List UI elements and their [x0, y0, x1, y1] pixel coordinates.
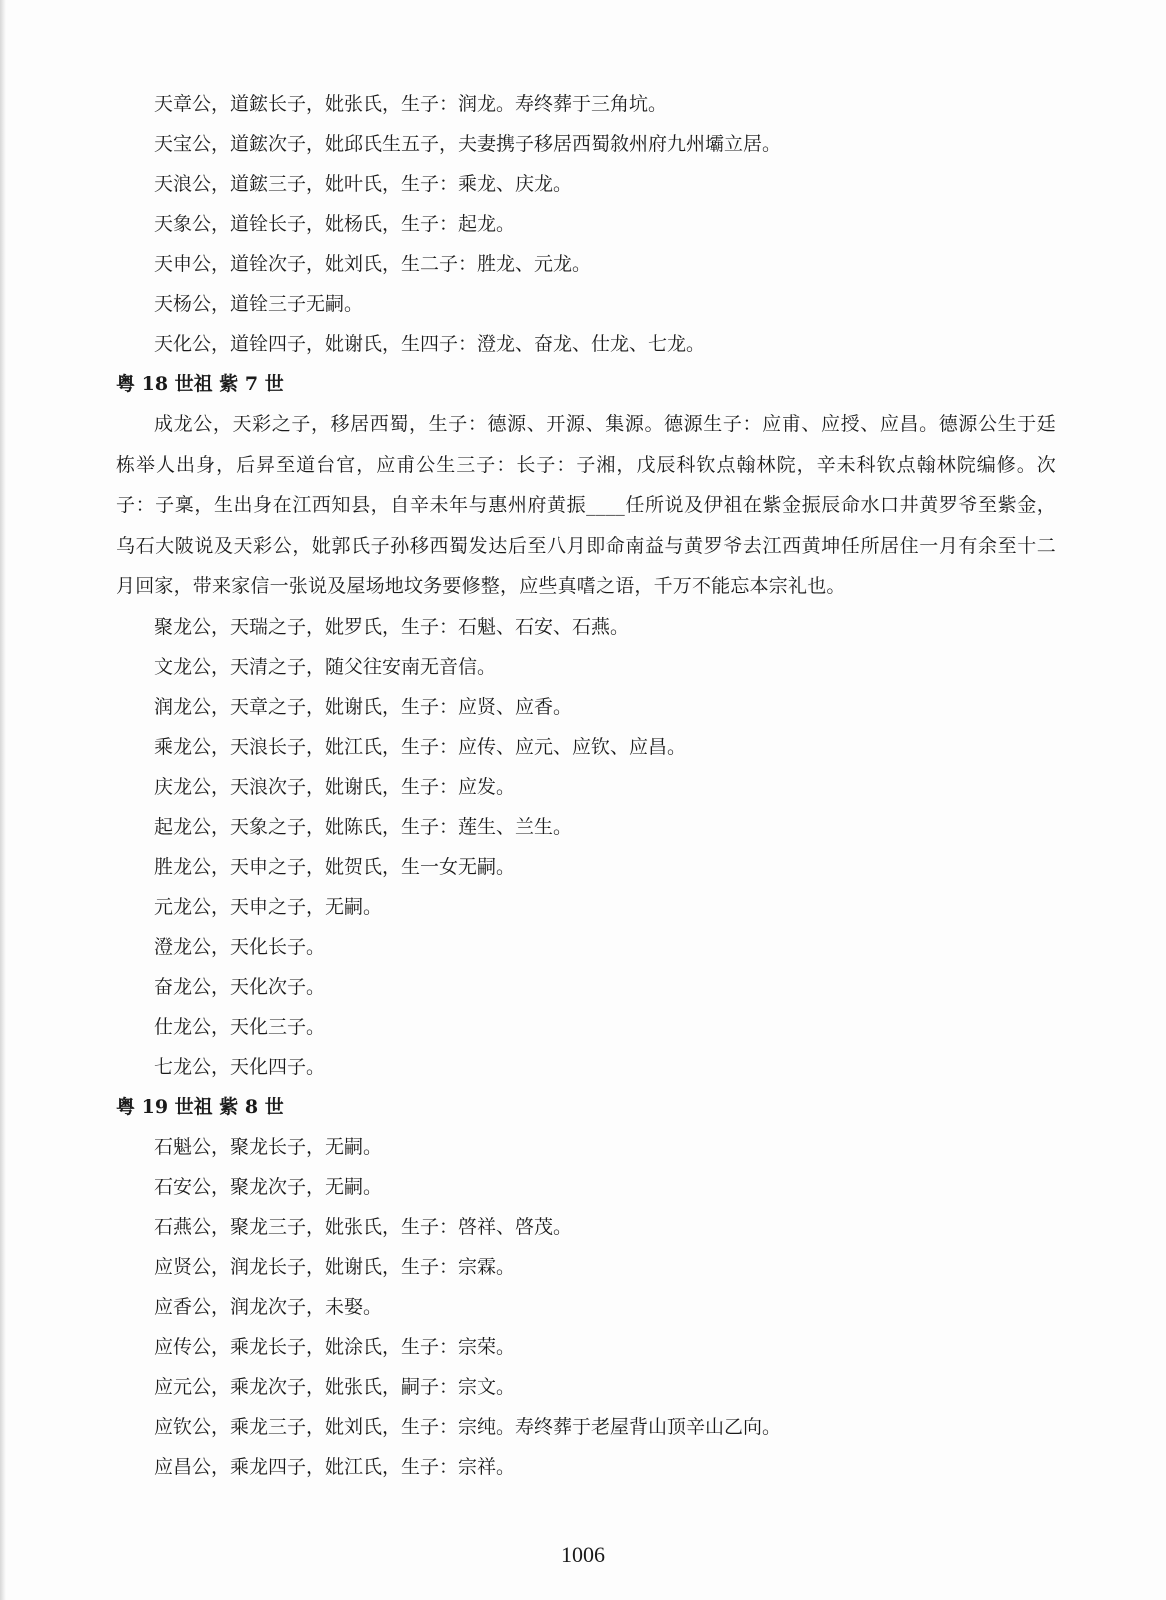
- genealogy-entry: 应昌公，乘龙四子，妣江氏，生子：宗祥。: [154, 1455, 516, 1478]
- entry-list-section19: [116, 1127, 1056, 1487]
- genealogy-entry: 乘龙公，天浪长子，妣江氏，生子：应传、应元、应钦、应昌。: [154, 735, 687, 758]
- page-content: [116, 84, 1056, 1487]
- genealogy-entry: 天化公，道铨四子，妣谢氏，生四子：澄龙、奋龙、仕龙、七龙。: [154, 333, 706, 355]
- genealogy-entry: 润龙公，天章之子，妣谢氏，生子：应贤、应香。: [154, 695, 573, 718]
- genealogy-entry: 庆龙公，天浪次子，妣谢氏，生子：应发。: [154, 775, 516, 798]
- scan-edge-shadow: [0, 0, 6, 1600]
- genealogy-entry: 七龙公，天化四子。: [154, 1055, 326, 1078]
- entry-list-section18: [116, 607, 1056, 1087]
- genealogy-entry: 天宝公，道鋐次子，妣邱氏生五子，夫妻携子移居西蜀敘州府九州壩立居。: [154, 133, 782, 155]
- genealogy-entry: 聚龙公，天瑞之子，妣罗氏，生子：石魁、石安、石燕。: [154, 615, 630, 638]
- genealogy-entry: 应贤公，润龙长子，妣谢氏，生子：宗霖。: [154, 1255, 516, 1278]
- genealogy-entry: 胜龙公，天申之子，妣贺氏，生一女无嗣。: [154, 855, 516, 878]
- genealogy-entry: 天浪公，道鋐三子，妣叶氏，生子：乘龙、庆龙。: [154, 173, 573, 195]
- page-number: 1006: [561, 1542, 605, 1567]
- entry-list-section1: [116, 84, 1056, 364]
- genealogy-entry: 奋龙公，天化次子。: [154, 975, 326, 998]
- genealogy-entry: 起龙公，天象之子，妣陈氏，生子：莲生、兰生。: [154, 815, 573, 838]
- genealogy-entry: 天象公，道铨长子，妣杨氏，生子：起龙。: [154, 213, 516, 235]
- genealogy-entry: 石安公，聚龙次子，无嗣。: [154, 1175, 383, 1198]
- genealogy-entry: 澄龙公，天化长子。: [154, 935, 326, 958]
- genealogy-entry: 仕龙公，天化三子。: [154, 1015, 326, 1038]
- genealogy-entry: 应传公，乘龙长子，妣涂氏，生子：宗荣。: [154, 1335, 516, 1358]
- genealogy-entry: 文龙公，天清之子，随父往安南无音信。: [154, 655, 497, 678]
- genealogy-entry: 应钦公，乘龙三子，妣刘氏，生子：宗纯。寿终葬于老屋背山顶辛山乙向。: [154, 1415, 782, 1438]
- genealogy-paragraph: 成龙公，天彩之子，移居西蜀，生子：德源、开源、集源。德源生子：应甫、应授、应昌。德源公生于廷栋举人出身，后昇至道台官，应甫公生三子：长子：子湘，戊辰科钦点翰林院，辛未科钦点翰林院编修。次子：子稟，生出身在江西知县，自辛未年与惠州府黄振____任所说及伊祖在紫金振辰命水口井黄罗爷至紫金，乌石大陂说及天彩公，妣郭氏子孙移西蜀发达后至八月即命南益与黄罗爷去江西黄坤任所居住一月有余至十二月回家，带来家信一张说及屋场地坟务要修整，应些真嗜之语，千万不能忘本宗礼也。: [116, 413, 1056, 597]
- genealogy-entry: 应香公，润龙次子，未娶。: [154, 1295, 383, 1318]
- genealogy-entry: 天章公，道鋐长子，妣张氏，生子：润龙。寿终葬于三角坑。: [154, 93, 668, 115]
- generation-heading-18: 粤 18 世祖 紫 7 世: [116, 373, 284, 395]
- genealogy-entry: 石燕公，聚龙三子，妣张氏，生子：啓祥、啓茂。: [154, 1215, 573, 1238]
- generation-heading-19: 粤 19 世祖 紫 8 世: [116, 1095, 284, 1118]
- genealogy-entry: 天杨公，道铨三子无嗣。: [154, 293, 364, 315]
- genealogy-entry: 应元公，乘龙次子，妣张氏，嗣子：宗文。: [154, 1375, 516, 1398]
- genealogy-entry: 元龙公，天申之子，无嗣。: [154, 895, 383, 918]
- genealogy-entry: 石魁公，聚龙长子，无嗣。: [154, 1135, 383, 1158]
- genealogy-entry: 天申公，道铨次子，妣刘氏，生二子：胜龙、元龙。: [154, 253, 592, 275]
